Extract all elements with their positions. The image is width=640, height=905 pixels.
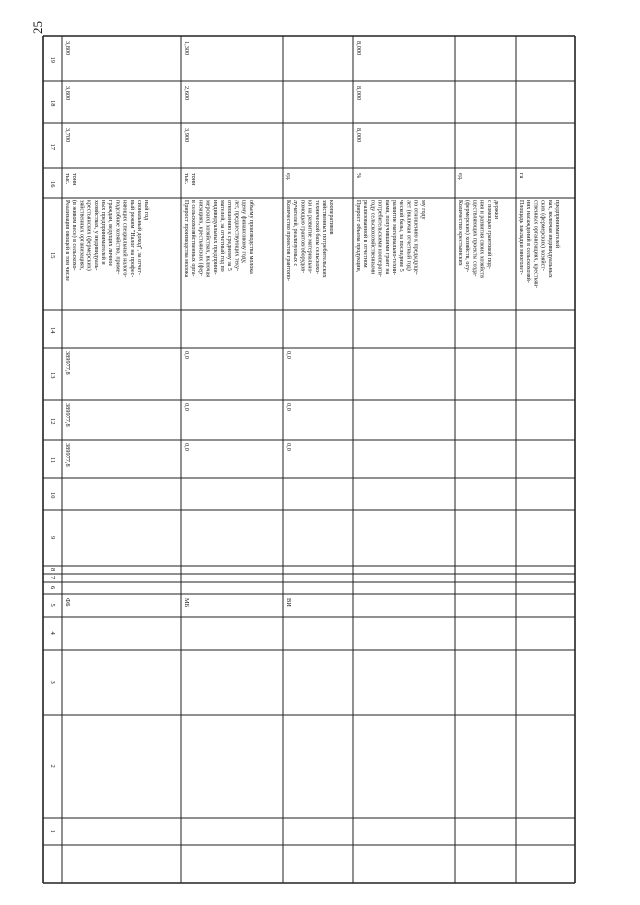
- unit-label: тыс.: [64, 173, 71, 185]
- amount-col-13: 389977,8: [64, 351, 71, 375]
- column-header: 2: [49, 764, 56, 768]
- indicator-text-line: держки: [493, 200, 499, 219]
- indicator-text-line: предпринимателей: [554, 200, 560, 249]
- column-header: 4: [49, 631, 56, 635]
- table-grid: [43, 36, 575, 883]
- indicator-text-line: Прирост производства молока: [183, 200, 189, 278]
- unit-label: ед.: [285, 173, 292, 181]
- value-col-17: 3,900: [183, 128, 190, 143]
- value-col-17: 3,700: [64, 128, 71, 143]
- amount-col-13: 0,0: [183, 351, 190, 359]
- column-header: 8: [49, 568, 56, 572]
- amount-col-13: 0,0: [285, 351, 292, 359]
- column-header: 7: [49, 576, 56, 580]
- indicator-text-line: потребительскими кооперати-: [376, 200, 383, 277]
- indicator-text-line: них насаждений в сельскохозяй-: [525, 200, 532, 283]
- column-header: 16: [49, 181, 56, 188]
- value-col-18: 3,800: [64, 86, 71, 101]
- value-col-19: 8,000: [355, 41, 362, 56]
- indicator-text-line: ских (фермерских) хозяйст-: [539, 200, 546, 271]
- amount-col-11: 0,0: [183, 443, 190, 451]
- indicator-text-line: няющих специальный налого-: [121, 200, 128, 278]
- source-label: ФБ: [64, 598, 71, 607]
- source-label: ВИ: [285, 598, 292, 607]
- indicator-text-line: хозяйствах, у индивидуаль-: [92, 200, 99, 271]
- amount-col-12: 0,0: [285, 403, 292, 411]
- column-header: 10: [49, 492, 56, 499]
- column-header: 15: [49, 252, 56, 259]
- unit-label: тонн: [71, 173, 78, 186]
- column-header: 19: [49, 56, 56, 63]
- indicator-text-line: Количество крестьянских: [457, 200, 463, 266]
- column-header: 13: [49, 372, 56, 379]
- unit-label: га: [518, 173, 525, 179]
- indicator-text-line: мателей, за отчетный год по: [219, 200, 225, 272]
- indicator-text-line: лучателей, реализуемых с: [292, 200, 299, 267]
- indicator-text-line: щему финансовому году,: [240, 200, 247, 264]
- indicator-text-line: крестьянских (фермерских): [85, 200, 92, 271]
- indicator-text-line: в сельскохозяйственных орга-: [190, 200, 197, 277]
- indicator-text-line: сиональный доход", за отчет-: [136, 200, 142, 275]
- indicator-text-line: вый режим "Налог на профес-: [128, 200, 135, 278]
- column-header: 9: [49, 536, 56, 540]
- indicator-text-line: ществляющих проекты созда-: [471, 200, 478, 277]
- amount-col-12: 389977,8: [64, 403, 71, 427]
- indicator-text-line: развитие материально-техни-: [391, 200, 397, 276]
- column-header: 14: [49, 327, 56, 334]
- column-header: 3: [49, 680, 56, 684]
- indicator-text-line: технической базы сельскохо-: [313, 200, 320, 275]
- indicator-text-line: мерских) хозяйствах, включая: [204, 200, 211, 277]
- indicator-text-line: низациях, крестьянских (фер-: [197, 200, 204, 277]
- indicator-text-line: зяйственных потребительских: [321, 200, 327, 278]
- column-header: 11: [49, 457, 56, 464]
- indicator-text-line: лет (включая отчетный год): [405, 200, 412, 271]
- amount-col-11: 0,0: [285, 443, 292, 451]
- unit-label: %: [355, 173, 362, 179]
- indicator-text-line: вами, получившими грант на: [383, 200, 390, 275]
- indicator-text-line: му году: [419, 200, 426, 220]
- indicator-text-line: помощью грантов/оборудов-: [299, 200, 306, 274]
- indicator-text-line: подсобное хозяйство, приме-: [114, 200, 121, 275]
- page-number: 25: [30, 21, 45, 34]
- unit-label: тыс.: [183, 173, 190, 185]
- value-col-18: 8,000: [355, 86, 362, 101]
- column-header: 12: [49, 418, 56, 425]
- source-label: МБ: [183, 598, 190, 608]
- column-header: 6: [49, 586, 56, 590]
- indicator-text-line: граждан, ведущих личное: [107, 200, 114, 267]
- indicator-text-line: ных предпринимателей и: [100, 200, 106, 265]
- indicator-text-line: ческой базы, за последние 5: [398, 200, 405, 272]
- indicator-text-line: (в живом весе) в сельскохо-: [71, 200, 78, 271]
- indicator-text-line: объему производства молока: [247, 200, 254, 274]
- indicator-text-line: (фермерских) хозяйств, осу-: [464, 200, 471, 273]
- indicator-text-line: кооперативов: [328, 200, 335, 235]
- column-header: 5: [49, 603, 56, 607]
- indicator-text-line: Реализация овощей в том числе: [64, 200, 70, 282]
- value-col-18: 2,600: [183, 86, 190, 101]
- indicator-text-line: по отношению к предыдуще-: [412, 200, 419, 275]
- indicator-text-line: ный год: [143, 200, 150, 221]
- indicator-text-line: реализованной в отчетном: [362, 200, 369, 268]
- indicator-text-line: с помощью грантовой под-: [485, 200, 492, 269]
- indicator-text-line: ки на развитие материально-: [306, 200, 313, 274]
- value-col-19: 3,800: [64, 41, 71, 56]
- indicator-text-line: Прирост объема продукции,: [355, 200, 361, 273]
- column-header: 1: [49, 829, 56, 833]
- amount-col-11: 389977,8: [64, 443, 71, 467]
- indicator-text-line: вах, включая индивидуальных: [546, 200, 553, 278]
- column-header: 17: [49, 143, 56, 150]
- indicator-text-line: году сельскохозяйственными: [369, 200, 376, 275]
- unit-label: ед.: [457, 173, 464, 181]
- indicator-text-line: отношению к среднему за 5: [226, 200, 233, 271]
- amount-col-12: 0,0: [183, 403, 190, 411]
- indicator-text-line: индивидуальных предприни-: [211, 200, 218, 275]
- unit-label: тонн: [190, 173, 197, 186]
- value-col-17: 8,000: [355, 128, 362, 143]
- indicator-text-line: ния и развития своих хозяйств: [478, 200, 485, 278]
- indicator-text-line: Площадь закладки многолет-: [518, 200, 524, 275]
- value-col-19: 1,300: [183, 41, 190, 56]
- indicator-text-line: зяйственных организациях,: [78, 200, 85, 271]
- indicator-text-line: лет, предшествующих теку-: [233, 200, 240, 271]
- indicator-text-line: Количество проектов грантопо-: [285, 200, 291, 281]
- column-header: 18: [49, 100, 56, 107]
- indicator-text-line: ственных организациях, крестьян-: [532, 200, 539, 289]
- table-text: [49, 41, 561, 833]
